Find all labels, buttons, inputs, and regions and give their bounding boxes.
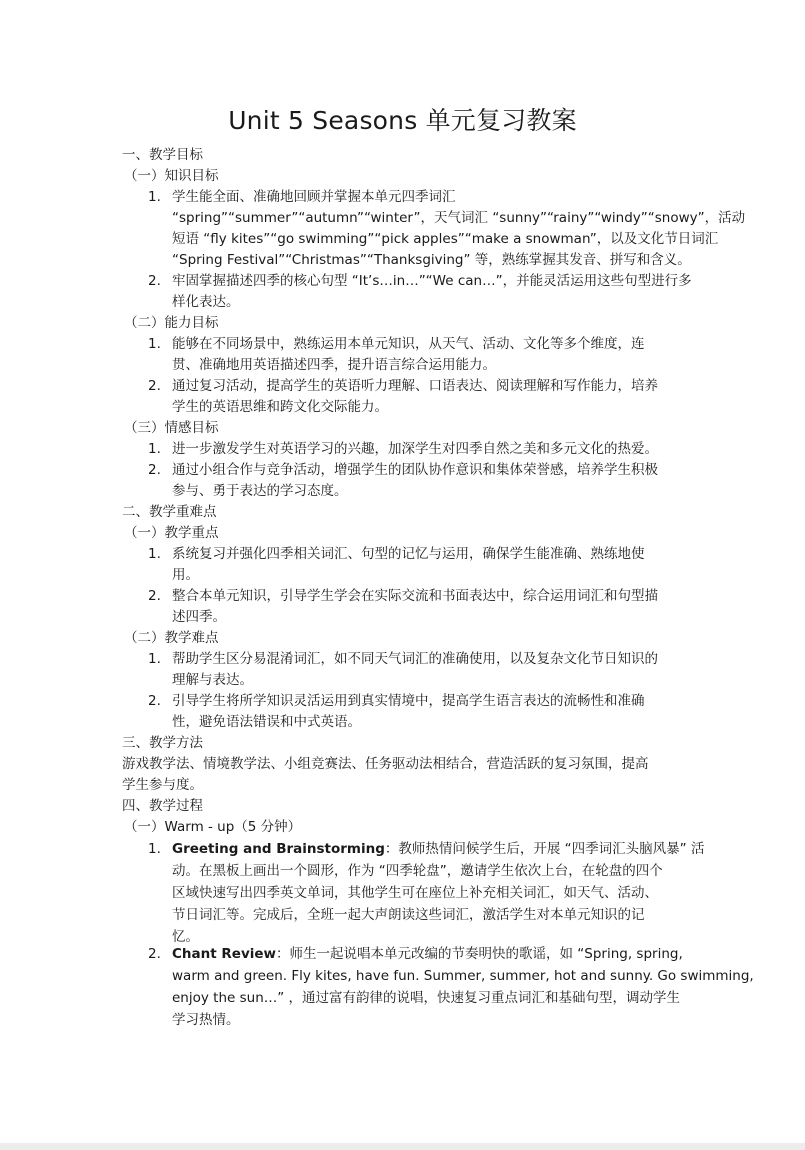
list-item-text: 学生能全面、准确地回顾并掌握本单元四季词汇 xyxy=(172,189,456,205)
list-item-text: 短语 “fly kites”“go swimming”“pick apples”“make a snowman”，以及文化节日词汇 xyxy=(172,231,719,247)
list-number: 1. xyxy=(148,651,161,667)
list-item-text: warm and green. Fly kites, have fun. Summer, summer, hot and sunny. Go swimming, xyxy=(172,968,754,984)
list-item-text: 牢固掌握描述四季的核心句型 “It’s…in…”“We can…”，并能灵活运用这些句型进行多 xyxy=(172,273,692,289)
list-item-text: 贯、准确地用英语描述四季，提升语言综合运用能力。 xyxy=(172,357,496,373)
subsection-heading: （三）情感目标 xyxy=(124,420,219,436)
page-bottom-strip xyxy=(0,1143,805,1150)
list-number: 2. xyxy=(148,273,161,289)
subsection-heading: （二）能力目标 xyxy=(124,315,219,331)
list-item-text: 帮助学生区分易混淆词汇，如不同天气词汇的准确使用，以及复杂文化节日知识的 xyxy=(172,651,658,667)
list-item-text: “spring”“summer”“autumn”“winter”，天气词汇 “sunny”“rainy”“windy”“snowy”，活动 xyxy=(172,210,746,226)
subsection-heading: （二）教学难点 xyxy=(124,630,219,646)
activity-label: Chant Review xyxy=(172,946,276,962)
list-item-text xyxy=(172,839,705,860)
activity-text: ：师生一起说唱本单元改编的节奏明快的歌谣，如 “Spring, spring, xyxy=(276,946,683,962)
list-item-text: enjoy the sun…” ，通过富有韵律的说唱，快速复习重点词汇和基础句型，调动学生 xyxy=(172,990,681,1006)
list-item-text: 忆。 xyxy=(172,929,199,945)
section-heading: 一、教学目标 xyxy=(122,147,203,163)
section-heading: 二、教学重难点 xyxy=(122,504,217,520)
list-item-text: 动。在黑板上画出一个圆形，作为 “四季轮盘”，邀请学生依次上台，在轮盘的四个 xyxy=(172,863,663,879)
list-item-text: 述四季。 xyxy=(172,609,226,625)
list-item-text: 节日词汇等。完成后，全班一起大声朗读这些词汇，激活学生对本单元知识的记 xyxy=(172,907,645,923)
list-number: 1. xyxy=(148,189,161,205)
subsection-heading: （一）教学重点 xyxy=(124,525,219,541)
list-item-text: 系统复习并强化四季相关词汇、句型的记忆与运用，确保学生能准确、熟练地使 xyxy=(172,546,645,562)
list-number: 1. xyxy=(148,336,161,352)
page-title: Unit 5 Seasons 单元复习教案 xyxy=(228,106,577,135)
list-number: 2. xyxy=(148,462,161,478)
section-heading: 四、教学过程 xyxy=(122,798,203,814)
list-number: 1. xyxy=(148,841,161,857)
list-item-text: “Spring Festival”“Christmas”“Thanksgiving” 等，熟练掌握其发音、拼写和含义。 xyxy=(172,252,691,268)
list-item-text: 能够在不同场景中，熟练运用本单元知识，从天气、活动、文化等多个维度，连 xyxy=(172,336,645,352)
list-number: 2. xyxy=(148,693,161,709)
subsection-heading: （一）Warm - up（5 分钟） xyxy=(124,819,302,835)
list-number: 1. xyxy=(148,546,161,562)
list-item-text: 参与、勇于表达的学习态度。 xyxy=(172,483,348,499)
list-item-text: 学生的英语思维和跨文化交际能力。 xyxy=(172,399,388,415)
paragraph-text: 学生参与度。 xyxy=(122,777,203,793)
list-number: 2. xyxy=(148,946,161,962)
subsection-heading: （一）知识目标 xyxy=(124,168,219,184)
list-number: 2. xyxy=(148,588,161,604)
list-item-text: 样化表达。 xyxy=(172,294,240,310)
list-item-text: 进一步激发学生对英语学习的兴趣，加深学生对四季自然之美和多元文化的热爱。 xyxy=(172,441,658,457)
list-item-text: 性，避免语法错误和中式英语。 xyxy=(172,714,361,730)
list-item-text: 整合本单元知识，引导学生学会在实际交流和书面表达中，综合运用词汇和句型描 xyxy=(172,588,658,604)
list-item-text: 通过小组合作与竞争活动，增强学生的团队协作意识和集体荣誉感，培养学生积极 xyxy=(172,462,658,478)
list-item-text: 引导学生将所学知识灵活运用到真实情境中，提高学生语言表达的流畅性和准确 xyxy=(172,693,645,709)
paragraph-text: 游戏教学法、情境教学法、小组竞赛法、任务驱动法相结合，营造活跃的复习氛围，提高 xyxy=(122,756,649,772)
list-item-text: 理解与表达。 xyxy=(172,672,253,688)
list-item-text xyxy=(172,944,692,965)
activity-label: Greeting and Brainstorming xyxy=(172,841,385,857)
list-item-text: 区域快速写出四季英文单词，其他学生可在座位上补充相关词汇，如天气、活动、 xyxy=(172,885,658,901)
list-number: 1. xyxy=(148,441,161,457)
activity-text: ：教师热情问候学生后，开展 “四季词汇头脑风暴” 活 xyxy=(384,841,705,857)
list-item-text: 通过复习活动，提高学生的英语听力理解、口语表达、阅读理解和写作能力，培养 xyxy=(172,378,658,394)
list-item-text: 用。 xyxy=(172,567,199,583)
list-item-text: 学习热情。 xyxy=(172,1012,240,1028)
section-heading: 三、教学方法 xyxy=(122,735,203,751)
list-number: 2. xyxy=(148,378,161,394)
